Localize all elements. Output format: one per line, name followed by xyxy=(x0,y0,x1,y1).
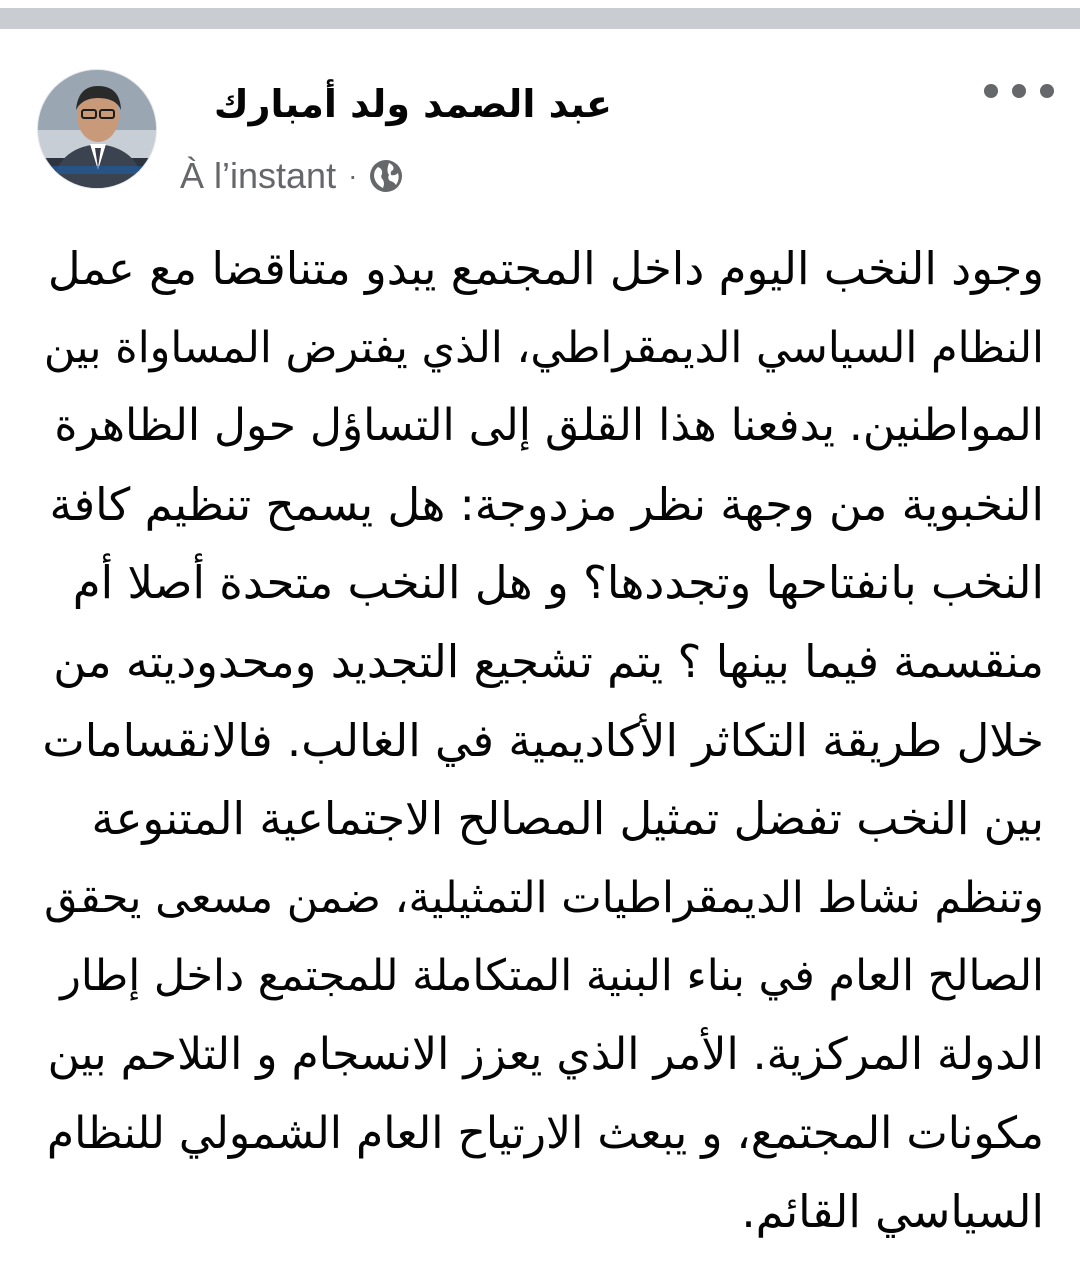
globe-icon xyxy=(369,159,403,193)
post-text-line: مكونات المجتمع، و يبعث الارتياح العام الشمولي للنظام xyxy=(46,1107,1044,1159)
post-text-line: النخب بانفتاحها وتجددها؟ و هل النخب متحدة أصلا أم xyxy=(72,556,1044,610)
post-text-line: منقسمة فيما بينها ؟ يتم تشجيع التجديد ومحدوديته من xyxy=(53,634,1044,688)
more-options-icon[interactable] xyxy=(984,76,1054,106)
feed-divider xyxy=(0,0,1080,30)
post-text-line: بين النخب تفضل تمثيل المصالح الاجتماعية المتنوعة xyxy=(91,792,1044,846)
more-dot xyxy=(1012,84,1026,98)
post-text-line: وجود النخب اليوم داخل المجتمع يبدو متناقضا مع عمل xyxy=(47,242,1044,295)
meta-separator: · xyxy=(348,160,358,191)
post-text-line: السياسي القائم. xyxy=(741,1185,1044,1239)
post-text-line: الدولة المركزية. الأمر الذي يعزز الانسجام و التلاحم بين xyxy=(47,1028,1044,1080)
post-body xyxy=(40,230,1044,1252)
post-text-line: النظام السياسي الديمقراطي، الذي يفترض المساواة بين xyxy=(43,322,1044,373)
feed-divider-bar xyxy=(0,8,1080,29)
post-text-line: الصالح العام في بناء البنية المتكاملة للمجتمع داخل إطار xyxy=(60,951,1044,1002)
avatar[interactable] xyxy=(38,70,156,188)
avatar-photo xyxy=(38,70,156,188)
more-dot xyxy=(1040,84,1054,98)
post-meta xyxy=(180,154,403,198)
more-dot xyxy=(984,84,998,98)
post-text-line: وتنظم نشاط الديمقراطيات التمثيلية، ضمن مسعى يحقق xyxy=(44,872,1044,923)
post-card xyxy=(0,30,1080,1280)
post-timestamp[interactable]: À l’instant xyxy=(180,155,337,196)
post-text-line: النخبوية من وجهة نظر مزدوجة: هل يسمح تنظيم كافة xyxy=(49,477,1044,531)
post-text-line: المواطنين. يدفعنا هذا القلق إلى التساؤل حول الظاهرة xyxy=(54,400,1044,452)
author-name[interactable]: عبد الصمد ولد أمبارك xyxy=(213,82,612,126)
post-text-line: خلال طريقة التكاثر الأكاديمية في الغالب. فالانقسامات xyxy=(42,713,1044,767)
